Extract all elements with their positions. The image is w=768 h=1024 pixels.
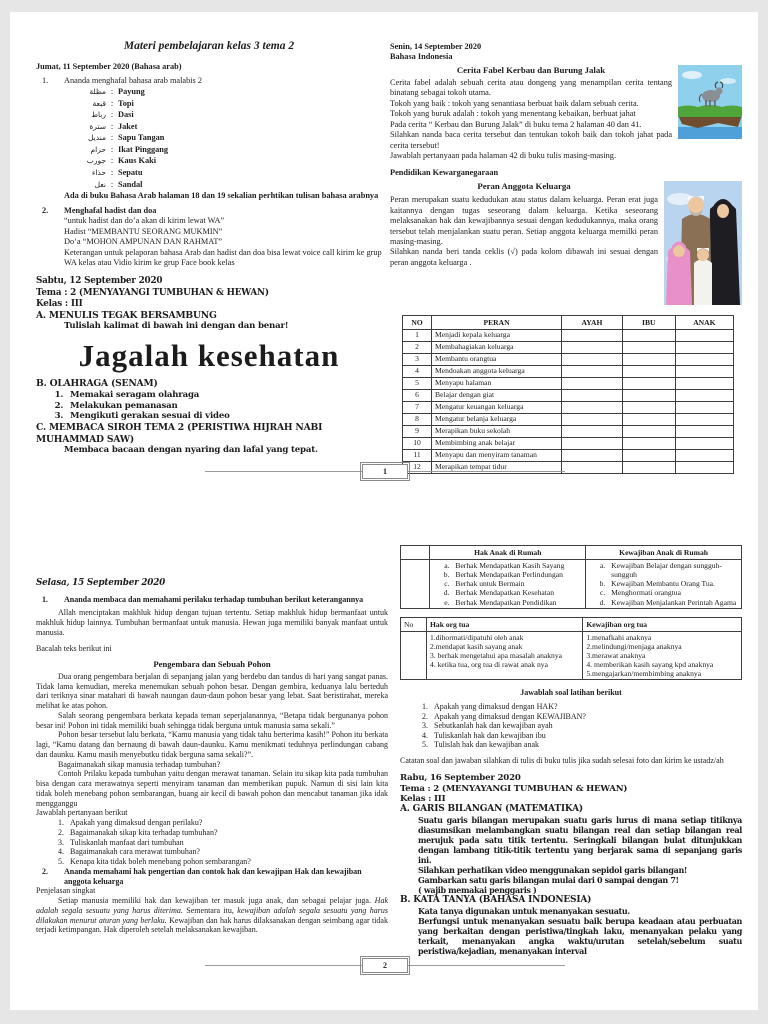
hak-orgtua-item: 2.mendapat kasih sayang anak bbox=[430, 641, 523, 651]
kewajiban-orgtua-item: 3.merawat anaknya bbox=[586, 650, 646, 660]
section-b-heading: B. OLAHRAGA (SENAM) bbox=[36, 378, 158, 390]
checkbox-cell-ibu[interactable] bbox=[622, 366, 675, 378]
document-page bbox=[10, 12, 758, 1010]
row-peran: Mengatur keuangan keluarga bbox=[432, 402, 562, 414]
row-number: 4 bbox=[403, 366, 432, 378]
jawablah-heading: Jawablah pertanyaan berikut bbox=[36, 808, 128, 818]
col-header-ibu: IBU bbox=[622, 316, 675, 330]
latin-word: Jaket bbox=[118, 121, 138, 131]
peran-keluarga-table bbox=[402, 315, 734, 474]
table-header-row bbox=[401, 546, 742, 560]
hak-anak-list bbox=[433, 561, 582, 607]
table-row bbox=[403, 330, 734, 342]
col-header-no: NO bbox=[403, 316, 432, 330]
question-item: 4. Bagaimanakah cara merawat tumbuhan? bbox=[66, 847, 388, 857]
vocab-row bbox=[66, 122, 382, 134]
story-paragraph: Dua orang pengembara berjalan di sepanjang jalan yang berdebu dan tandus di hari yang sangat panas. Tidak lama kemudian, mereka menemukan sebuah pohon besar. Dengan gembira, keduanya lalu berteduh dari teriknya sinar matahari di bawah naungan daun-daun pohon besar yang lebat. Saat beristirahat, mereka melihat ke atas pohon. bbox=[36, 671, 388, 711]
arabic-word: سترة bbox=[89, 121, 106, 131]
rabu-date-heading: Rabu, 16 September 2020 bbox=[400, 773, 521, 784]
checkbox-cell-ibu[interactable] bbox=[622, 438, 675, 450]
row-number: 1 bbox=[403, 330, 432, 342]
soal-question-item: 3. Sebutkanlah hak dan kewajiban ayah bbox=[430, 721, 742, 731]
checkbox-cell-ibu[interactable] bbox=[622, 342, 675, 354]
hadist-line: Hadist “MEMBANTU SEORANG MUKMIN” bbox=[64, 226, 223, 236]
latin-word: Sepatu bbox=[118, 168, 143, 178]
colon-separator: : bbox=[110, 86, 114, 96]
item-number: 1. bbox=[42, 76, 49, 86]
item-number: 2. bbox=[42, 866, 48, 876]
kewajiban-anak-item: c. Menghormati orangtua bbox=[607, 588, 738, 597]
arabic-word: حذاء bbox=[91, 168, 106, 178]
row-number: 7 bbox=[403, 402, 432, 414]
row-number: 8 bbox=[403, 414, 432, 426]
italic-segment: Hak adalah segala sesuatu yang harus diterima. bbox=[36, 896, 388, 915]
checkbox-cell-anak[interactable] bbox=[675, 354, 733, 366]
checkbox-cell-anak[interactable] bbox=[675, 462, 733, 474]
sabtu-tema: Tema : 2 (MENYAYANGI TUMBUHAN & HEWAN) bbox=[36, 287, 269, 298]
fabel-line: Cerita fabel adalah sebuah cerita atau dongeng yang menampilan cerita tentang binatang sebagai tokoh utama. bbox=[390, 77, 672, 98]
garis-bilangan-text: Suatu garis bilangan merupakan suatu garis lurus di mana setiap titiknya diasumsikan melambangkan suatu bilangan real dan setiap bilangan real merujuk pada satu titik tertentu. Seringkali bilangan bulat ditunjukkan dengan lambang titik-titik tertentu yang berjarak sama di sepanjang garis ini. bbox=[418, 815, 742, 866]
row-peran: Merapikan tempat tidur bbox=[432, 462, 562, 474]
arabic-word: حزام bbox=[90, 144, 106, 154]
row-peran: Mengatur belanja keluarga bbox=[432, 414, 562, 426]
garis-bilangan-heading: A. GARIS BILANGAN (MATEMATIKA) bbox=[400, 804, 583, 815]
vocab-row bbox=[66, 110, 382, 122]
row-number: 3 bbox=[403, 354, 432, 366]
colon-separator: : bbox=[110, 133, 114, 143]
col-header-anak: ANAK bbox=[675, 316, 733, 330]
section-a-subtitle: Tulislah kalimat di bawah ini dengan dan benar! bbox=[64, 321, 289, 332]
arab-item-1 bbox=[36, 76, 382, 86]
kewajiban-anak-item: d. Kewajiban Menjalankan Perintah Agama bbox=[607, 598, 738, 607]
latin-word: Ikat Pinggang bbox=[118, 144, 169, 154]
story-paragraph: Contoh Prilaku kepada tumbuhan yaitu dengan merawat tanaman. Selain itu sikap kita pada tumbuhan bisa dengan cara merawatnya seperti menyiram tanaman dan memberikan pupuk. Namun di sisi lain kita tidak boleh menebang pohon sembarangan, buang air kecil di bawah pohon dan mencabut tanaman jika idak mengganggu bbox=[36, 769, 388, 808]
latin-word: Sandal bbox=[118, 179, 143, 189]
question-item: 5. Kenapa kita tidak boleh menebang pohon sembarangan? bbox=[66, 857, 388, 867]
fabel-line: Silahkan nanda baca cerita tersebut dan tentukan tokoh baik dan tokoh jahat pada cerita tersebut! bbox=[390, 130, 672, 150]
table-row bbox=[403, 378, 734, 390]
section-a-heading: A. MENULIS TEGAK BERSAMBUNG bbox=[36, 309, 217, 321]
kata-tanya-heading: B. KATA TANYA (BAHASA INDONESIA) bbox=[400, 895, 592, 906]
intro-paragraph: Allah menciptakan makhluk hidup dengan tujuan tertentu. Setiap makhluk hidup bermanfaat untuk makhluk hidup lainnya. Tumbuhan bermanfaat untuk manusia. Hewan juga memiliki banyak manfaat untuk manusia. bbox=[36, 608, 388, 637]
hadist-line: Keterangan untuk pelaporan bahasa Arab dan hadist dan doa bisa lewat voice call kirim ke grup WA kelas atau Vidio kirim ke grup Face book kelas bbox=[64, 247, 382, 267]
colon-separator: : bbox=[110, 168, 114, 178]
checkbox-cell-ibu[interactable] bbox=[622, 402, 675, 414]
latin-word: Topi bbox=[118, 98, 134, 108]
kewajiban-orgtua-item: 1.menafkahi anaknya bbox=[586, 632, 652, 642]
arab-vocab-list bbox=[66, 87, 382, 191]
story-paragraph: Pohon besar tersebut lalu berkata, “Kamu manusia yang tidak tahu berterima kasih!” Pohon itu berkata lagi, “Kamu datang dan bernaung di bawah daun-daunku. Kamu menikmati teduhnya perlindungan cabang dan daunku. Kamu masih menyebutku tidak berguna sama sekali?”. bbox=[36, 730, 388, 759]
checkbox-cell-ibu[interactable] bbox=[622, 354, 675, 366]
row-number: 9 bbox=[403, 426, 432, 438]
senin-date-heading: Senin, 14 September 2020 bbox=[390, 42, 482, 51]
kewajiban-anak-list bbox=[589, 561, 738, 607]
vocab-row bbox=[66, 156, 382, 168]
garis-task-line: Gambarkan satu garis bilangan mulai dari 0 sampai dengan 7! bbox=[418, 875, 679, 886]
text-segment: Sementara itu, bbox=[182, 905, 238, 915]
checkbox-cell-anak[interactable] bbox=[675, 390, 733, 402]
item-number: 1. bbox=[42, 594, 48, 604]
table-header-row bbox=[401, 617, 742, 631]
page2-left-column bbox=[36, 578, 388, 935]
checkbox-cell-anak[interactable] bbox=[675, 450, 733, 462]
hak-orgtua-item: 3. berhak mengetahui apa masalah anaknya bbox=[430, 650, 563, 660]
fabel-line: Jawablah pertanyaan pada halaman 42 di buku tulis masing-masing. bbox=[390, 151, 617, 161]
selasa-item-1 bbox=[36, 595, 388, 605]
hak-anak-item: e. Berhak Mendapatkan Pendidikan bbox=[451, 598, 582, 607]
garis-penggaris-line: ( wajib memakai penggaris ) bbox=[418, 885, 537, 896]
colon-separator: : bbox=[110, 121, 114, 131]
checkbox-cell-anak[interactable] bbox=[675, 366, 733, 378]
hak-anak-item: b. Berhak Mendapatkan Perlindungan bbox=[451, 570, 582, 579]
hak-orgtua-item: 1.dihormati/dipatuhi oleh anak bbox=[430, 632, 524, 642]
col-header-no: No bbox=[401, 617, 427, 631]
latin-word: Sapu Tangan bbox=[118, 133, 165, 143]
table-row bbox=[403, 450, 734, 462]
italic-segment: kewajiban adalah segala sesuatu yang harus dilakukan menurut aturan yang berlaku. bbox=[36, 905, 388, 925]
checkbox-cell-ayah[interactable] bbox=[562, 438, 623, 450]
checkbox-cell-ayah[interactable] bbox=[562, 378, 623, 390]
section-c-heading: C. MEMBACA SIROH TEMA 2 (PERISTIWA HIJRAH NABI MUHAMMAD SAW) bbox=[36, 422, 323, 445]
arabic-word: نعل bbox=[94, 179, 106, 189]
daughter-figure bbox=[666, 242, 692, 306]
colon-separator: : bbox=[110, 144, 114, 154]
kata-tanya-text: Berfungsi untuk menanyakan sesuatu baik berupa keadaan atau perbuatan yang berkaitan dengan peristiwa/tingkah laku, menanyakan pelaku yang terkait, menanyakan angka waktu/urutan setelah/sebelum suatu peristiwa/kejadian, menanyakan interval bbox=[418, 916, 742, 956]
empty-header-cell bbox=[401, 546, 430, 560]
soal-question-item: 4. Tuliskanlah hak dan kewajiban ibu bbox=[430, 731, 742, 741]
olahraga-item: 3. Mengikuti gerakan sesuai di video bbox=[66, 411, 382, 422]
kewajiban-orgtua-item: 2.melindungi/menjaga anaknya bbox=[586, 641, 682, 651]
selasa-item-2 bbox=[36, 867, 388, 887]
checkbox-cell-ibu[interactable] bbox=[622, 414, 675, 426]
soal-question-item: 5. Tulislah hak dan kewajiban anak bbox=[430, 740, 742, 750]
hak-anak-item: d. Berhak Mendapatkan Kesehatan bbox=[451, 588, 582, 597]
checkbox-cell-anak[interactable] bbox=[675, 330, 733, 342]
checkbox-cell-ayah[interactable] bbox=[562, 426, 623, 438]
kewajiban-orgtua-item: 5.mengajarkan/membimbing anaknya bbox=[586, 669, 702, 679]
fabel-line: Pada cerita “ Kerbau dan Burung Jalak” di buku tema 2 halaman 40 dan 41. bbox=[390, 119, 642, 129]
fabel-block bbox=[390, 65, 742, 162]
page-number-2: 2 bbox=[362, 958, 408, 973]
jumat-date-heading: Jumat, 11 September 2020 (Bahasa arab) bbox=[36, 62, 182, 71]
table-row bbox=[403, 366, 734, 378]
col-header-peran: PERAN bbox=[432, 316, 562, 330]
row-number: 12 bbox=[403, 462, 432, 474]
page1-footer bbox=[205, 464, 565, 480]
row-number: 6 bbox=[403, 390, 432, 402]
penjelasan-heading: Penjelasan singkat bbox=[36, 886, 96, 896]
arabic-word: رباط bbox=[91, 110, 106, 120]
row-peran: Membimbing anak belajar bbox=[432, 438, 562, 450]
kerbau-illustration bbox=[678, 65, 742, 139]
row-peran: Mendoakan anggota keluarga bbox=[432, 366, 562, 378]
peran-title: Peran Anggota Keluarga bbox=[477, 181, 571, 192]
checkbox-cell-ayah[interactable] bbox=[562, 330, 623, 342]
subject-heading: Bahasa Indonesia bbox=[390, 52, 453, 62]
checkbox-cell-ibu[interactable] bbox=[622, 462, 675, 474]
soal-heading: Jawablah soal latihan berikut bbox=[520, 688, 622, 698]
question-item: 3. Tuliskanlah manfaat dari tumbuhan bbox=[66, 838, 388, 848]
hak-orangtua-table bbox=[400, 617, 742, 681]
colon-separator: : bbox=[110, 179, 114, 189]
soal-question-item: 1. Apakah yang dimaksud dengan HAK? bbox=[430, 702, 742, 712]
fabel-line: Tokoh yang buruk adalah : tokoh yang menentang kebaikan, berbuat jahat bbox=[390, 109, 636, 119]
row-peran: Belajar dengan giat bbox=[432, 390, 562, 402]
text-segment: Kewajiban dan hak harus dilaksanakan dengan seimbang agar tidak terjadi ketimpangan. Hak diperoleh setelah melaksanakan kewajiban. bbox=[36, 915, 388, 935]
row-peran: Merapikan buku sekolah bbox=[432, 426, 562, 438]
checkbox-cell-ayah[interactable] bbox=[562, 450, 623, 462]
row-peran: Menyapu halaman bbox=[432, 378, 562, 390]
story-paragraph: Bagaimanakah sikap manusia terhadap tumbuhan? bbox=[58, 759, 221, 769]
page-number-1: 1 bbox=[362, 464, 408, 479]
checkbox-cell-ayah[interactable] bbox=[562, 366, 623, 378]
hadist-lines bbox=[64, 216, 382, 268]
mother-figure bbox=[708, 199, 740, 305]
checkbox-cell-ibu[interactable] bbox=[622, 330, 675, 342]
table-header-row bbox=[403, 316, 734, 330]
table-row bbox=[403, 342, 734, 354]
checkbox-cell-ibu[interactable] bbox=[622, 390, 675, 402]
story-paragraph: Salah seorang pengembara berkata kepada teman seperjalanannya, “Betapa tidak bergunanya pohon besar ini! Pohon ini tidak memiliki buah sehingga tidak berguna untuk manusia sama sekali.” bbox=[36, 710, 388, 730]
checkbox-cell-ayah[interactable] bbox=[562, 390, 623, 402]
vocab-note: Ada di buku Bahasa Arab halaman 18 dan 19 sekalian perhtikan tulisan bahasa arabnya bbox=[64, 191, 379, 201]
text-segment: Setiap manusia memiliki hak dan kewajiban ter masuk juga anak, dan sebagai pelajar juga. bbox=[58, 896, 375, 906]
checkbox-cell-ayah[interactable] bbox=[562, 402, 623, 414]
row-peran: Membahagiakan keluarga bbox=[432, 342, 562, 354]
question-list bbox=[36, 818, 388, 867]
col-header-ayah: AYAH bbox=[562, 316, 623, 330]
pkn-block bbox=[390, 181, 742, 268]
kewajiban-anak-cell bbox=[586, 560, 742, 609]
story-text bbox=[36, 672, 388, 809]
water bbox=[678, 127, 742, 139]
sabtu-date-heading: Sabtu, 12 September 2020 bbox=[36, 276, 163, 287]
question-item: 2. Bagaimanakah sikap kita terhadap tumbuhan? bbox=[66, 828, 388, 838]
colon-separator: : bbox=[110, 110, 114, 120]
checkbox-cell-anak[interactable] bbox=[675, 438, 733, 450]
table-row bbox=[403, 426, 734, 438]
vocab-row bbox=[66, 87, 382, 99]
jagalah-kesehatan-heading: Jagalah kesehatan bbox=[78, 338, 340, 374]
vocab-row bbox=[66, 180, 382, 192]
sabtu-kelas: Kelas : III bbox=[36, 298, 83, 309]
checkbox-cell-ibu[interactable] bbox=[622, 450, 675, 462]
table-row bbox=[403, 354, 734, 366]
rabu-tema: Tema : 2 (MENYAYANGI TUMBUHAN & HEWAN) bbox=[400, 783, 628, 794]
garis-video-line: Silahkan perhatikan video menggunakan sepidol garis bilangan! bbox=[418, 865, 688, 876]
page1-right-column bbox=[390, 42, 742, 474]
col-header-kewajiban-orgtua: Kewajiban org tua bbox=[583, 617, 742, 631]
col-header-hak-orgtua: Hak org tua bbox=[427, 617, 583, 631]
item-heading: Ananda memahami hak pengertian dan contok hak dan kewajipan Hak dan kewajiban anggota keluarga bbox=[64, 866, 362, 886]
family-illustration bbox=[664, 181, 742, 305]
col-header-hak-anak: Hak Anak di Rumah bbox=[430, 546, 586, 560]
hadist-line: “untuk hadist dan do’a akan di kirim lewat WA” bbox=[64, 216, 225, 226]
latin-word: Kaus Kaki bbox=[118, 156, 157, 166]
empty-cell bbox=[401, 560, 430, 609]
checkbox-cell-anak[interactable] bbox=[675, 426, 733, 438]
checkbox-cell-ibu[interactable] bbox=[622, 426, 675, 438]
row-peran: Membantu orangtua bbox=[432, 354, 562, 366]
selasa-date-heading: Selasa, 15 September 2020 bbox=[36, 578, 166, 588]
row-number: 11 bbox=[403, 450, 432, 462]
col-header-kewajiban-anak: Kewajiban Anak di Rumah bbox=[586, 546, 742, 560]
row-peran: Menjadi kepala keluarga bbox=[432, 330, 562, 342]
table-row bbox=[403, 402, 734, 414]
hak-anak-item: a. Berhak Mendapatkan Kasih Sayang bbox=[451, 561, 582, 570]
vocab-row bbox=[66, 145, 382, 157]
fabel-title: Cerita Fabel Kerbau dan Burung Jalak bbox=[456, 64, 606, 75]
hak-anak-item: c. Berhak untuk Bermain bbox=[451, 579, 582, 588]
latin-word: Payung bbox=[118, 86, 145, 96]
catatan-note: Catatan soal dan jawaban silahkan di tulis di buku tulis jika sudah selesai foto dan kirim ke ustadz/ah bbox=[400, 755, 724, 765]
pkn-heading: Pendidikan Kewarganegaraan bbox=[390, 167, 499, 177]
hak-kewajiban-paragraph bbox=[36, 896, 388, 935]
table-row bbox=[403, 390, 734, 402]
kata-tanya-line1: Kata tanya digunakan untuk menanyakan sesuatu. bbox=[418, 906, 630, 916]
rabu-kelas: Kelas : III bbox=[400, 794, 446, 805]
hak-orgtua-cell bbox=[427, 631, 583, 680]
story-title: Pengembara dan Sebuah Pohon bbox=[153, 659, 271, 670]
peran-table-body bbox=[403, 330, 734, 474]
checkbox-cell-ayah[interactable] bbox=[562, 342, 623, 354]
kewajiban-anak-item: b. Kewajiban Membantu Orang Tua. bbox=[607, 579, 738, 588]
item-title: Menghafal hadist dan doa bbox=[64, 205, 157, 215]
latin-word: Dasi bbox=[118, 110, 134, 120]
row-peran: Menyapu dan menyiram tanaman bbox=[432, 450, 562, 462]
vocab-row bbox=[66, 133, 382, 145]
checkbox-cell-ayah[interactable] bbox=[562, 462, 623, 474]
hak-anak-cell bbox=[430, 560, 586, 609]
table-row bbox=[403, 438, 734, 450]
checkbox-cell-ayah[interactable] bbox=[562, 414, 623, 426]
section-c-subtitle: Membaca bacaan dengan nyaring dan lafal yang tepat. bbox=[64, 445, 318, 456]
row-number: 2 bbox=[403, 342, 432, 354]
checkbox-cell-anak[interactable] bbox=[675, 378, 733, 390]
arabic-word: مظلة bbox=[89, 86, 106, 96]
hak-orgtua-item: 4. ketika tua, org tua di rawat anak nya bbox=[430, 660, 548, 670]
item-number: 2. bbox=[42, 205, 49, 215]
item-text: Ananda menghafal bahasa arab malabis 2 bbox=[64, 76, 202, 86]
arabic-word: جورب bbox=[86, 156, 106, 166]
vocab-row bbox=[66, 99, 382, 111]
document-title: Materi pembelajaran kelas 3 tema 2 bbox=[123, 40, 295, 52]
table-body-row bbox=[401, 560, 742, 609]
page2-footer bbox=[205, 958, 565, 974]
question-item: 1. Apakah yang dimaksud dengan perilaku? bbox=[66, 818, 388, 828]
fabel-line: Tokoh yang baik : tokoh yang senantiasa berbuat baik dalam sebuah cerita. bbox=[390, 98, 639, 108]
hak-anak-table bbox=[400, 545, 742, 609]
olahraga-list bbox=[36, 390, 382, 422]
page2-right-column bbox=[400, 545, 742, 956]
checkbox-cell-ayah[interactable] bbox=[562, 354, 623, 366]
olahraga-item: 1. Memakai seragam olahraga bbox=[66, 390, 382, 401]
row-number: 5 bbox=[403, 378, 432, 390]
checkbox-cell-anak[interactable] bbox=[675, 342, 733, 354]
colon-separator: : bbox=[110, 98, 114, 108]
item-heading: Ananda membaca dan memahami perilaku terhadap tumbuhan berikut keterangannya bbox=[64, 594, 364, 604]
arabic-word: قبعة bbox=[92, 98, 106, 108]
table-row bbox=[403, 414, 734, 426]
kewajiban-orgtua-item: 4. memberikan kasih sayang kpd anaknya bbox=[586, 660, 714, 670]
peran-instruction: Silahkan nanda beri tanda ceklis (√) pada kolom dibawah ini sesuai dengan peran anggota keluarga . bbox=[390, 247, 658, 267]
colon-separator: : bbox=[110, 156, 114, 166]
arab-item-2 bbox=[36, 206, 382, 216]
vocab-row bbox=[66, 168, 382, 180]
bacalah-line: Bacalah teks berikut ini bbox=[36, 643, 112, 653]
checkbox-cell-ibu[interactable] bbox=[622, 378, 675, 390]
kewajiban-orgtua-cell bbox=[583, 631, 742, 680]
arabic-word: منديل bbox=[88, 133, 106, 143]
checkbox-cell-anak[interactable] bbox=[675, 414, 733, 426]
hadist-line: Do’a “MOHON AMPUNAN DAN RAHMAT” bbox=[64, 237, 223, 247]
row-number: 10 bbox=[403, 438, 432, 450]
soal-question-item: 2. Apakah yang dimaksud dengan KEWAJIBAN? bbox=[430, 712, 742, 722]
table-body-row bbox=[401, 631, 742, 680]
checkbox-cell-anak[interactable] bbox=[675, 402, 733, 414]
page1-left-column bbox=[36, 62, 382, 456]
olahraga-item: 2. Melakukan pemanasan bbox=[66, 401, 382, 412]
peran-paragraph: Peran merupakan suatu kedudukan atau status dalam keluarga. Peran erat juga kaitannya dengan tugas seseorang dalam keluarga. Ketika seseorang melaksanakan hak dan kewajibannya sesuai dengan kedudukannya, maka orang tersebut telah menjalankan suatu peran. Setiap anggota keluarga memilki peran masing-masing. bbox=[390, 195, 658, 246]
soal-question-list bbox=[400, 702, 742, 750]
kewajiban-anak-item: a. Kewajiban Belajar dengan sungguh-sungguh bbox=[607, 561, 738, 579]
empty-cell bbox=[401, 631, 427, 680]
